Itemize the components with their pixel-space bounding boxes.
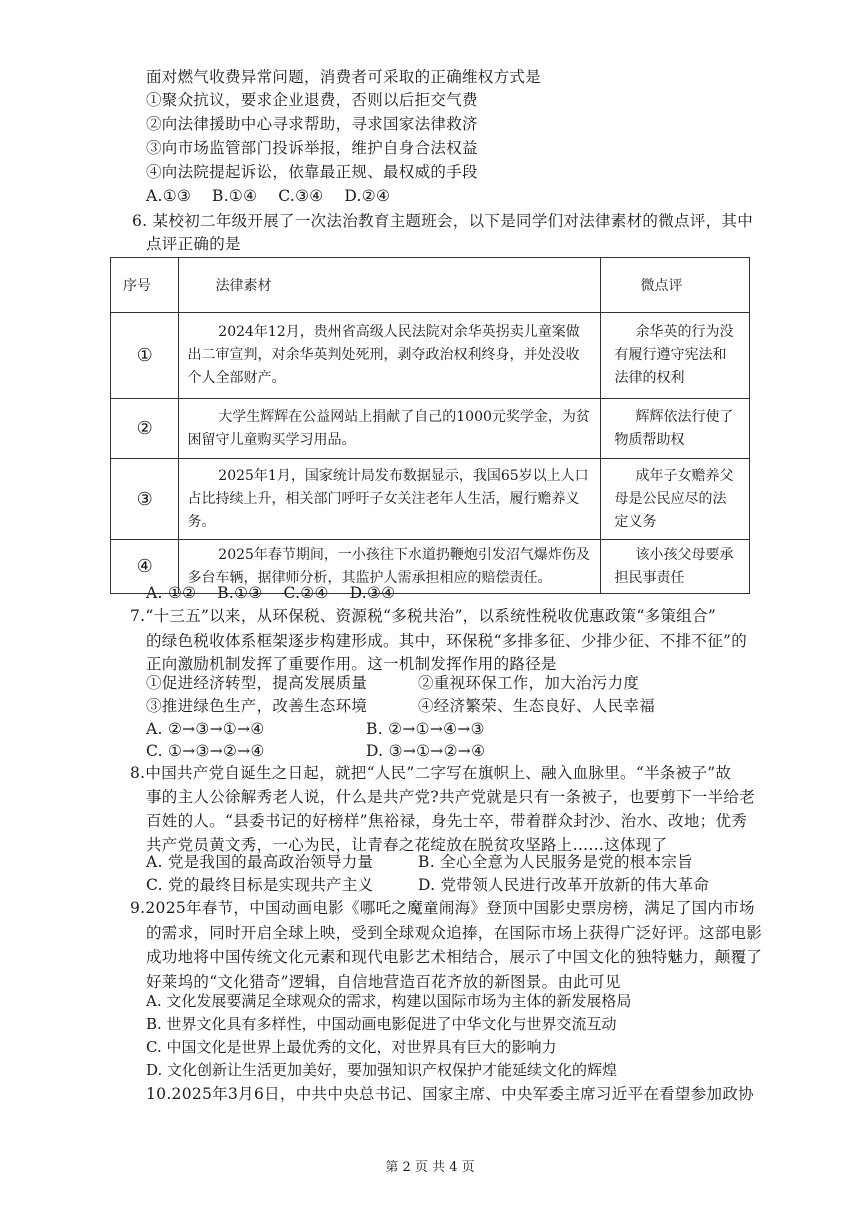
- q9-stem-line4: 好莱坞的“文化猎奇”逻辑，自信地营造百花齐放的新图景。由此可见: [146, 973, 621, 991]
- q6-stem-line1: 6. 某校初二年级开展了一次法治教育主题班会，以下是同学们对法律素材的微点评，其中: [132, 212, 754, 230]
- row-material: 2024年12月，贵州省高级人民法院对余华英拐卖儿童案做出二审宣判，对余华英判处死刑，剥夺政治权利终身，并处没收个人全部财产。: [179, 313, 600, 399]
- row-comment: 余华英的行为没有履行遵守宪法和法律的权利: [600, 313, 749, 399]
- q7-item-1: ①促进经济转型，提高发展质量: [146, 674, 368, 692]
- q9-option-c: C. 中国文化是世界上最优秀的文化，对世界具有巨大的影响力: [146, 1038, 557, 1056]
- q8-stem-line2: 事的主人公徐解秀老人说，什么是共产党?共产党就是只有一条被子，也要剪下一半给老: [146, 788, 756, 806]
- q7-stem-line1: 7.“十三五”以来，从环保税、资源税“多税共治”，以系统性税收优惠政策“多策组合”: [130, 607, 717, 625]
- q8-stem-line4: 共产党员黄文秀，一心为民，让青春之花绽放在脱贫攻坚路上……这体现了: [146, 836, 668, 854]
- q7-item-4: ④经济繁荣、生态良好、人民幸福: [418, 697, 656, 715]
- q8-option-a: A. 党是我国的最高政治领导力量: [146, 853, 374, 871]
- q9-option-b: B. 世界文化具有多样性，中国动画电影促进了中华文化与世界交流互动: [146, 1015, 617, 1033]
- q8-stem-line3: 百姓的人。“县委书记的好榜样”焦裕禄，身先士卒，带着群众封沙、治水、改地；优秀: [146, 812, 748, 830]
- q9-stem-line1: 9.2025年春节，中国动画电影《哪吒之魔童闹海》登顶中国影史票房榜，满足了国内市场: [130, 899, 755, 917]
- row-number: ②: [111, 399, 179, 459]
- table-header-row: [111, 258, 750, 313]
- q7-option-a: A. ②→③→①→④: [146, 720, 265, 738]
- row-number: ④: [111, 540, 179, 594]
- q8-option-c: C. 党的最终目标是实现共产主义: [146, 876, 374, 894]
- row-comment: 辉辉依法行使了物质帮助权: [600, 399, 749, 459]
- row-comment: 该小孩父母要承担民事责任: [600, 540, 749, 594]
- q7-option-c: C. ①→③→②→④: [146, 742, 265, 760]
- row-number: ①: [111, 313, 179, 399]
- row-number: ③: [111, 459, 179, 540]
- header-material: 法律素材: [179, 258, 600, 313]
- law-material-table: [110, 257, 750, 594]
- row-material: 2025年春节期间，一小孩往下水道扔鞭炮引发沼气爆炸伤及多台车辆，据律师分析，其监护人需承担相应的赔偿责任。: [179, 540, 600, 594]
- table-row: [111, 313, 750, 399]
- q9-option-d: D. 文化创新让生活更加美好，要加强知识产权保护才能延续文化的辉煌: [146, 1061, 618, 1079]
- row-comment: 成年子女赡养父母是公民应尽的法定义务: [600, 459, 749, 540]
- q5-item-4: ④向法院提起诉讼，依靠最正规、最权威的手段: [146, 163, 478, 181]
- q7-option-d: D. ③→①→②→④: [366, 742, 486, 760]
- q7-item-3: ③推进绿色生产，改善生态环境: [146, 697, 368, 715]
- q8-option-d: D. 党带领人民进行改革开放新的伟大革命: [418, 876, 710, 894]
- row-material: 大学生辉辉在公益网站上捐献了自己的1000元奖学金，为贫困留守儿童购买学习用品。: [179, 399, 600, 459]
- q7-option-b: B. ②→①→④→③: [366, 720, 485, 738]
- row-material: 2025年1月，国家统计局发布数据显示，我国65岁以上人口占比持续上升，相关部门呼吁子女关注老年人生活，履行赡养义务。: [179, 459, 600, 540]
- q6-stem-line2: 点评正确的是: [146, 235, 241, 253]
- q9-stem-line2: 的需求，同时开启全球上映，受到全球观众追捧，在国际市场上获得广泛好评。这部电影: [146, 924, 763, 942]
- q8-option-b: B. 全心全意为人民服务是党的根本宗旨: [418, 853, 693, 871]
- q8-stem-line1: 8.中国共产党自诞生之日起，就把“人民”二字写在旗帜上、融入血脉里。“半条被子”故: [130, 764, 732, 782]
- q5-item-1: ①聚众抗议，要求企业退费，否则以后拒交气费: [146, 91, 478, 109]
- q9-option-a: A. 文化发展要满足全球观众的需求，构建以国际市场为主体的新发展格局: [146, 992, 632, 1010]
- q5-item-3: ③向市场监管部门投诉举报，维护自身合法权益: [146, 139, 478, 157]
- q7-stem-line2: 的绿色税收体系框架逐步构建形成。其中，环保税“多排多征、少排少征、不排不征”的: [146, 632, 748, 650]
- table-row: [111, 399, 750, 459]
- page-footer: 第 2 页 共 4 页: [385, 1160, 475, 1175]
- q5-options: A.①③ B.①④ C.③④ D.②④: [146, 187, 391, 205]
- q7-item-2: ②重视环保工作，加大治污力度: [418, 674, 640, 692]
- q7-stem-line3: 正向激励机制发挥了重要作用。这一机制发挥作用的路径是: [146, 655, 557, 673]
- q5-item-2: ②向法律援助中心寻求帮助，寻求国家法律救济: [146, 115, 478, 133]
- header-number: 序号: [111, 258, 179, 313]
- q9-stem-line3: 成功地将中国传统文化元素和现代电影艺术相结合，展示了中国文化的独特魅力，颠覆了: [146, 948, 763, 966]
- q5-stem: 面对燃气收费异常问题，消费者可采取的正确维权方式是: [146, 68, 542, 86]
- header-comment: 微点评: [600, 258, 749, 313]
- table-row: [111, 459, 750, 540]
- q10-stem-line1: 10.2025年3月6日，中共中央总书记、国家主席、中央军委主席习近平在看望参加政协: [146, 1085, 754, 1103]
- q6-options: A. ①② B.①③ C.②④ D.③④: [146, 584, 396, 602]
